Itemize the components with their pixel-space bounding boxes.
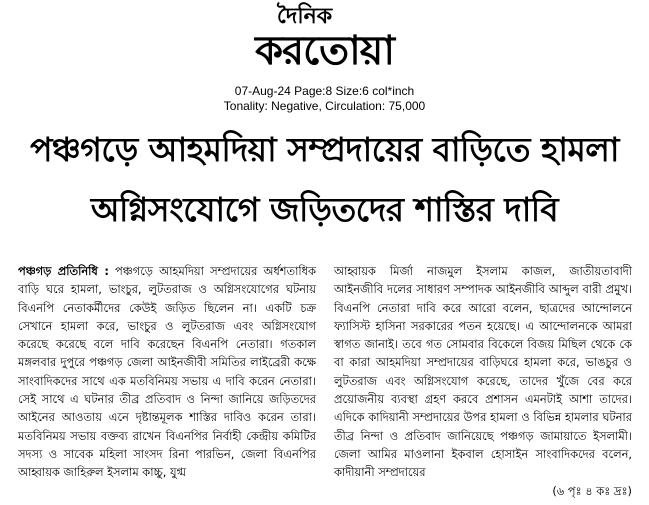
- article-paragraph-left: [18, 262, 316, 482]
- article-text-left: পঞ্চগড়ে আহমদিয়া সম্প্রদায়ের অর্ধশতাধিক বাড়ি ঘরে হামলা, ভাংচুর, লুটতরাজ ও অগ্নিসংযোগের ঘটনায় বিএনপি নেতাকর্মীদের কেউই জড়িত ছিলেন না। একটি চক্র সেখানে হামলা করে, ভাংচুর ও লুটতরাজ এবং অগ্নিসংযোগ করেছে করেছে বলে দাবি করেছেন বিএনপি নেতারা। গতকাল মঙ্গলবার দুপুরে পঞ্চগড় জেলা আইনজীবী সমিতির লাইব্রেরী কক্ষে সাংবাদিকদের সাথে এক মতবিনিময় সভায় এ দাবি করেন নেতারা। সেই সাথে এ ঘটনার তীব্র প্রতিবাদ ও নিন্দা জানিয়ে জড়িতদের আইনের আওতায় এনে দৃষ্টান্তমূলক শাস্তির দাবিও করেন তারা। মতবিনিময় সভায় বক্তব্য রাখেন বিএনপির নির্বাহী কেন্দ্রীয় কমিটির সদস্য ও সাবেক মহিলা সাংসদ রিনা পারভিন, জেলা বিএনপির আহ্বায়ক জাহিরুল ইসলাম কাচ্চু, যুগ্ম: [18, 264, 316, 480]
- clipping-meta-date-size: 07-Aug-24 Page:8 Size:6 col*inch: [234, 84, 415, 98]
- masthead-small-text: দৈনিক: [276, 4, 333, 29]
- masthead-title: করতোয়া: [255, 28, 394, 74]
- newspaper-masthead: [0, 6, 649, 72]
- headline-line-2: অগ্নিসংযোগে জড়িতদের শাস্তির দাবি: [90, 190, 559, 229]
- clipping-meta-tonality: Tonality: Negative, Circulation: 75,000: [223, 99, 426, 113]
- continuation-reference: (৬ পৃঃ ৪ কঃ দ্রঃ): [552, 483, 632, 498]
- article-paragraph-right: [334, 262, 632, 482]
- article-text-right: আহ্বায়ক মির্জা নাজমুল ইসলাম কাজল, জাতীয়তাবাদী আইনজীবি দলের সাধারণ সম্পাদক আইনজীবি আব্দুল বারী প্রমুখ। বিএনপি নেতারা দাবি করে আরো বলেন, ছাত্রদের আন্দোলনে ফ্যাসিস্ট হাসিনা সরকারের পতন হয়েছে। এ আন্দোলনকে আমরা স্বাগত জানাই। তবে গত সোমবার বিকেলে বিজয় মিছিল থেকে কে বা কারা আহমদিয়া সম্প্রদায়ের বাড়িঘরে হামলা করে, ভাঙচুর ও লুটতরাজ এবং অগ্নিসংযোগ করেছে, তাদের খুঁজে বের করে প্রয়োজনীয় ব্যবস্থা গ্রহণ করবে প্রশাসন এমনটাই আশা তাদের। এদিকে কাদিয়ানী সম্প্রদায়ের উপর হামলা ও বিভিন্ন হামলার ঘটনার তীব্র নিন্দা ও প্রতিবাদ জানিয়েছে পঞ্চগড় জামায়াতে ইসলামী। জেলা আমির মাওলানা ইকবাল হোসাইন সাংবাদিকদের বলেন, কাদীয়ানী সম্প্রদায়ের: [334, 264, 632, 480]
- byline: পঞ্চগড় প্রতিনিধি :: [18, 264, 109, 278]
- article-column-left: [18, 262, 316, 482]
- headline-line-1: পঞ্চগড়ে আহমদিয়া সম্প্রদায়ের বাড়িতে হামলা: [30, 130, 619, 169]
- article-column-right: [334, 262, 632, 500]
